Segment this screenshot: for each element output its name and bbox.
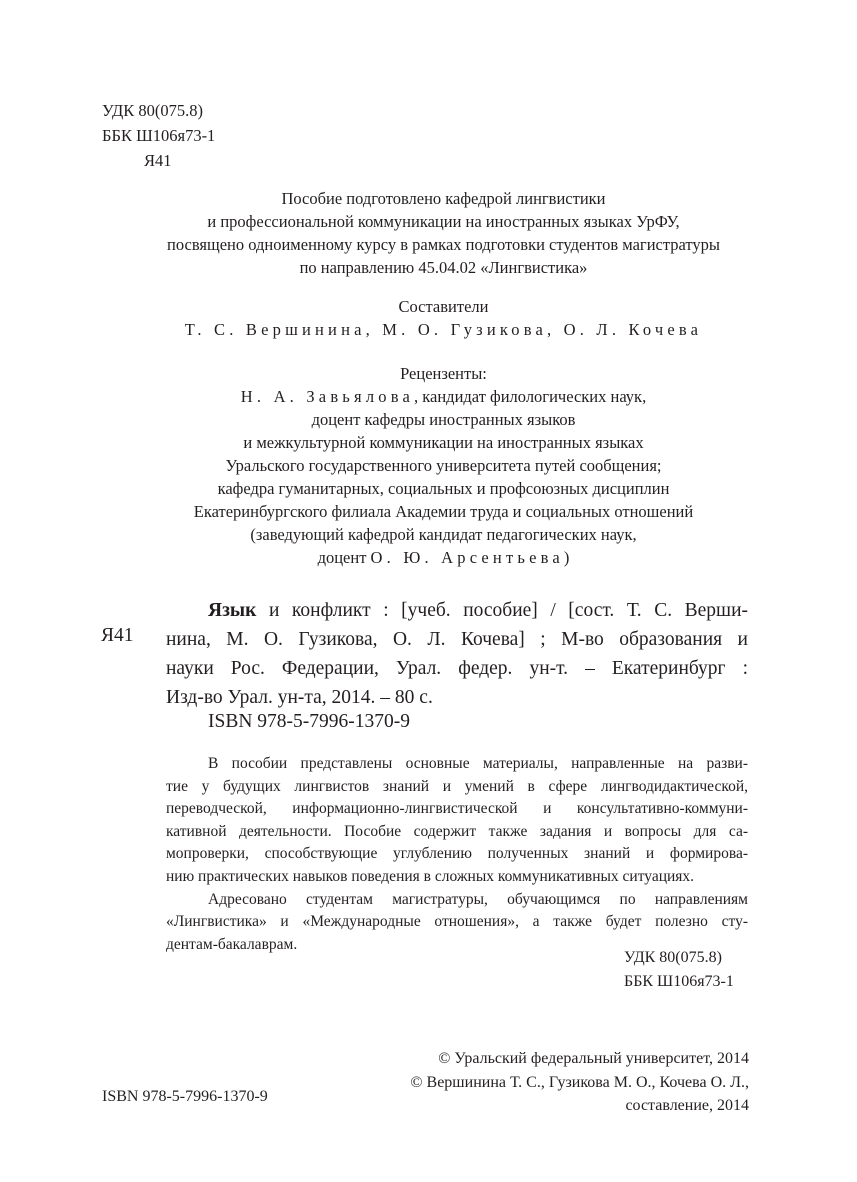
isbn-bottom: ISBN 978-5-7996-1370-9 — [102, 1088, 268, 1105]
entry-line — [166, 596, 748, 625]
bbk-code: ББК Ш106я73-1 — [624, 973, 734, 990]
entry-title: Язык — [208, 600, 257, 621]
reviewer-line: Уральского государственного университета путей сообщения; — [225, 456, 662, 475]
entry-isbn: ISBN 978-5-7996-1370-9 — [208, 711, 411, 732]
preface — [70, 187, 817, 279]
author-mark: Я41 — [144, 151, 172, 170]
bbk-code: ББК Ш106я73-1 — [102, 126, 216, 145]
copyright-line: составление, 2014 — [625, 1097, 749, 1114]
closing-paren: ) — [563, 548, 570, 567]
preface-line: Пособие подготовлено кафедрой лингвистики — [281, 189, 606, 208]
reviewer-line: доцент кафедры иностранных языков — [311, 410, 576, 429]
entry-side-code: Я41 — [101, 625, 134, 646]
annotation-line: Адресовано студентам магистратуры, обучающимся по направлениям — [208, 890, 748, 908]
copyright-line: © Вершинина Т. С., Гузикова М. О., Кочева О. Л., — [410, 1073, 749, 1091]
reviewers-heading: Рецензенты: — [400, 364, 487, 383]
entry-line-text: и конфликт : [учеб. пособие] / [сост. Т. С. Верши- — [256, 600, 748, 621]
annotation-line: кативной деятельности. Пособие содержит также задания и вопросы для са- — [166, 822, 748, 840]
annotation-line: дентам-бакалаврам. — [166, 935, 298, 953]
reviewer-line — [70, 385, 817, 408]
reviewer-position: доцент — [317, 548, 371, 567]
entry-line: Изд-во Урал. ун-та, 2014. – 80 с. — [166, 687, 433, 708]
annotation — [166, 753, 748, 956]
copyright-line: © Уральский федеральный университет, 2014 — [438, 1050, 749, 1067]
annotation-line: нию практических навыков поведения в сложных коммуникативных ситуациях. — [166, 867, 695, 885]
compilers — [70, 295, 817, 341]
copyright-block — [410, 1047, 749, 1118]
bibliographic-entry — [166, 596, 748, 712]
reviewer-name: О. Ю. Арсентьева — [370, 548, 564, 567]
reviewers — [70, 362, 817, 569]
preface-line: посвящено одноименному курсу в рамках подготовки студентов магистратуры — [167, 235, 720, 254]
reviewer-name: Н. А. Завьялова — [240, 387, 415, 406]
compilers-heading: Составители — [398, 297, 489, 316]
annotation-line: тие у будущих лингвистов знаний и умений в сфере лингводидактической, — [166, 777, 748, 795]
annotation-line: «Лингвистика» и «Международные отношения», а также будет полезно сту- — [166, 913, 748, 931]
reviewer-line: кафедра гуманитарных, социальных и профсоюзных дисциплин — [217, 479, 670, 498]
entry-line: науки Рос. Федерации, Урал. федер. ун-т. – Екатеринбург : — [166, 658, 748, 679]
reviewer-line: и межкультурной коммуникации на иностранных языках — [243, 433, 644, 452]
annotation-line: В пособии представлены основные материалы, направленные на разви- — [208, 755, 748, 772]
header-codes — [102, 98, 215, 173]
annotation-line: мопроверки, способствующие углублению полученных знаний и формирова- — [166, 845, 748, 863]
reviewer-line: (заведующий кафедрой кандидат педагогических наук, — [250, 525, 637, 544]
entry-line: нина, М. О. Гузикова, О. Л. Кочева] ; М-во образования и — [166, 629, 748, 650]
reviewer-line: Екатеринбургского филиала Академии труда и социальных отношений — [193, 502, 694, 521]
annotation-line: переводческой, информационно-лингвистической и консультативно-коммуни- — [166, 800, 748, 818]
preface-line: по направлению 45.04.02 «Лингвистика» — [299, 258, 588, 277]
reviewer-title: , кандидат филологических наук, — [414, 387, 647, 406]
compilers-names: Т. С. Вершинина, М. О. Гузикова, О. Л. Кочева — [184, 320, 703, 339]
footer-codes — [624, 946, 734, 994]
udk-code: УДК 80(075.8) — [624, 949, 722, 966]
preface-line: и профессиональной коммуникации на иностранных языках УрФУ, — [207, 212, 680, 231]
udk-code: УДК 80(075.8) — [102, 101, 204, 120]
reviewer-line — [70, 546, 817, 569]
